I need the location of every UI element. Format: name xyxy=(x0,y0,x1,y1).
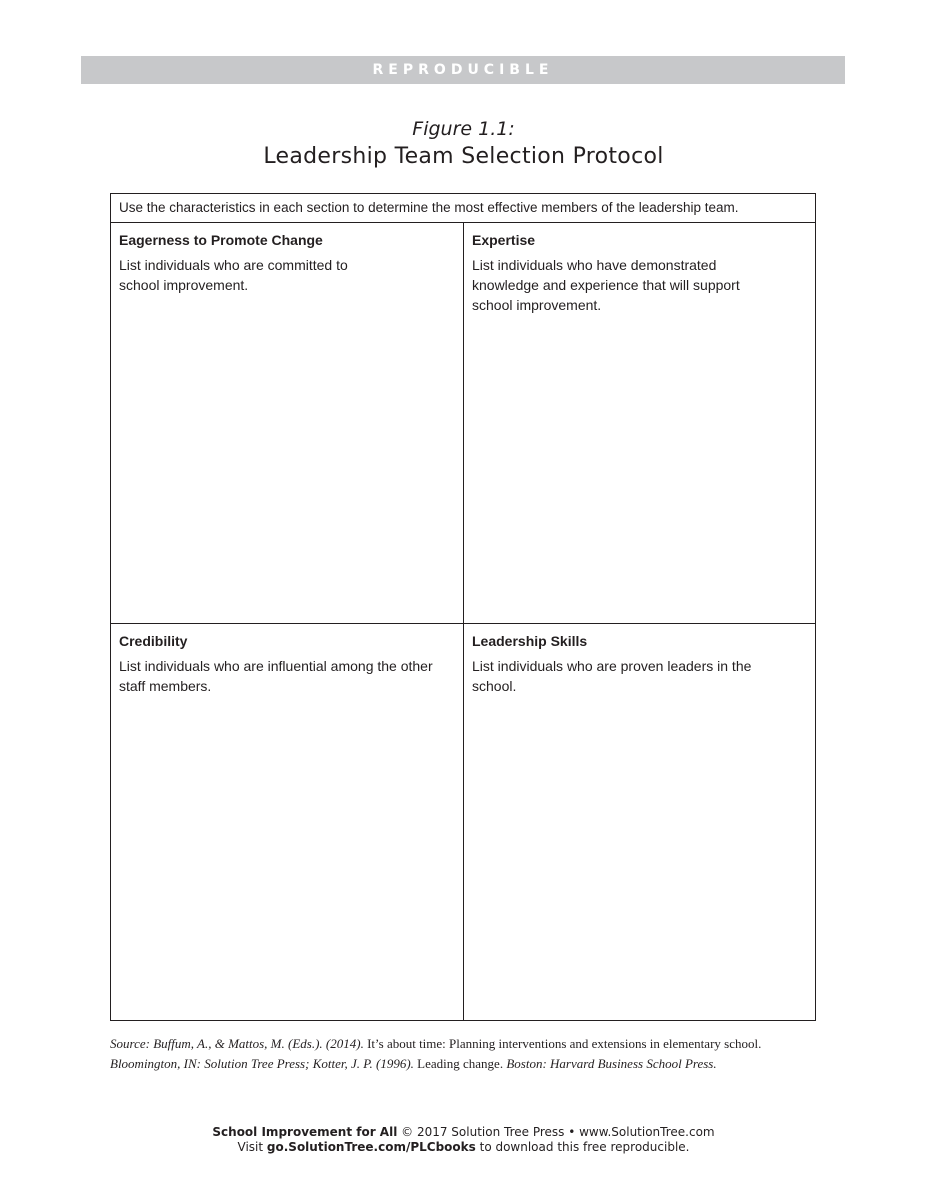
cell-description: List individuals who are influential among the other staff members. xyxy=(119,658,433,694)
cell-heading: Leadership Skills xyxy=(472,633,588,649)
figure-label: Figure 1.1: xyxy=(412,118,515,140)
cell-description: List individuals who have demonstrated knowledge and experience that will support school improvement. xyxy=(472,257,740,313)
protocol-table xyxy=(110,193,816,1021)
cell-leadership-skills[interactable] xyxy=(464,624,815,1020)
page-footer xyxy=(0,1125,927,1155)
cell-description: List individuals who are proven leaders in the school. xyxy=(472,658,752,694)
source-part: Bloomington, IN: Solution Tree Press; Kotter, J. P. (1996). xyxy=(110,1056,414,1071)
cell-expertise[interactable] xyxy=(464,223,815,624)
source-part: Source: Buffum, A., & Mattos, M. (Eds.). (2014). xyxy=(110,1036,364,1051)
reproducible-banner: REPRODUCIBLE xyxy=(81,56,845,84)
source-part: Leading change. xyxy=(413,1056,504,1071)
footer-line-2 xyxy=(0,1140,927,1155)
book-title: School Improvement for All xyxy=(212,1125,398,1139)
visit-suffix: to download this free reproducible. xyxy=(475,1140,690,1154)
figure-title: Leadership Team Selection Protocol xyxy=(263,144,664,169)
download-link[interactable]: go.SolutionTree.com/PLCbooks xyxy=(266,1140,476,1154)
cell-heading: Expertise xyxy=(472,232,536,248)
cell-heading: Eagerness to Promote Change xyxy=(119,232,323,248)
source-part: Boston: Harvard Business School Press. xyxy=(503,1056,717,1071)
cell-heading: Credibility xyxy=(119,633,188,649)
instruction-row: Use the characteristics in each section to determine the most effective members of the leadership team. xyxy=(111,194,815,223)
source-citation xyxy=(110,1034,816,1074)
cell-eagerness[interactable] xyxy=(111,223,464,624)
footer-line-1 xyxy=(0,1125,927,1140)
source-part: It’s about time: Planning interventions and extensions in elementary school. xyxy=(363,1036,762,1051)
visit-prefix: Visit xyxy=(237,1140,267,1154)
cell-credibility[interactable] xyxy=(111,624,464,1020)
copyright-text: © 2017 Solution Tree Press • www.SolutionTree.com xyxy=(397,1125,715,1139)
cell-description: List individuals who are committed to school improvement. xyxy=(119,257,348,293)
